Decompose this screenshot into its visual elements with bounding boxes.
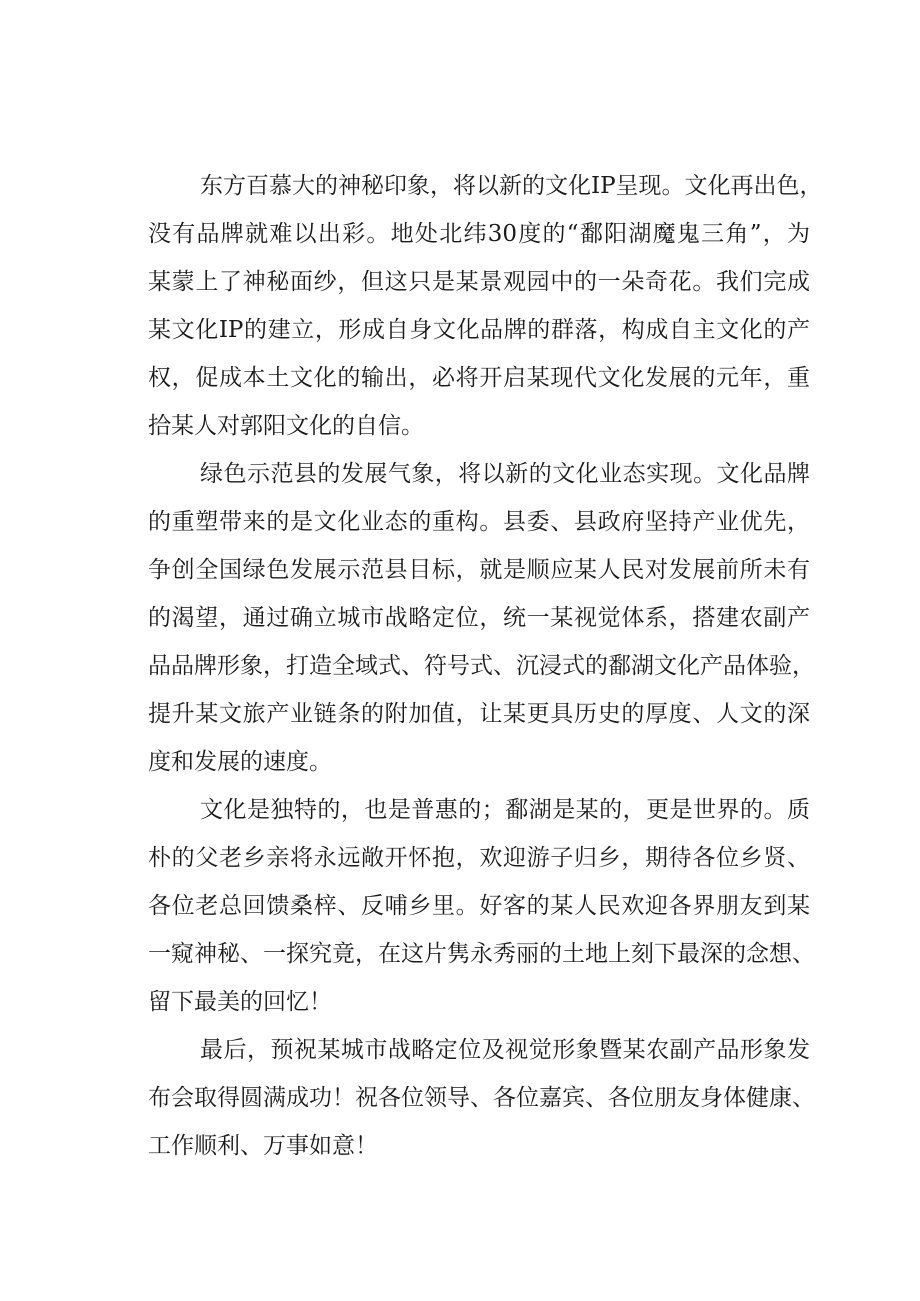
paragraph-3 [148,786,815,1026]
paragraph-line: 某文化IP的建立，形成自身文化品牌的群落，构成自主文化的产 [148,317,810,343]
paragraph-line: 朴的父老乡亲将永远敞开怀抱，欢迎游子归乡，期待各位乡贤、 [148,845,810,871]
paragraph-line: 权，促成本土文化的输出，必将开启某现代文化发展的元年，重 [148,365,810,391]
paragraph-line: 留下最美的回忆！ [148,989,332,1015]
paragraph-line: 的渴望，通过确立城市战略定位，统一某视觉体系，搭建农副产 [148,605,810,631]
paragraph-line: 文化是独特的，也是普惠的；鄱湖是某的，更是世界的。质 [200,797,810,823]
paragraph-2 [148,450,815,786]
paragraph-line: 的重塑带来的是文化业态的重构。县委、县政府坚持产业优先， [148,509,810,535]
paragraph-line: 品品牌形象，打造全域式、符号式、沉浸式的鄱湖文化产品体验， [148,653,815,679]
paragraph-line: 布会取得圆满成功！祝各位领导、各位嘉宾、各位朋友身体健康、 [148,1085,815,1111]
paragraph-line: 工作顺利、万事如意！ [148,1133,378,1159]
paragraph-line: 东方百慕大的神秘印象，将以新的文化IP呈现。文化再出色， [200,173,823,199]
paragraph-line: 度和发展的速度。 [148,749,332,775]
paragraph-line: 各位老总回馈桑梓、反哺乡里。好客的某人民欢迎各界朋友到某 [148,893,810,919]
document-body [148,162,823,1170]
paragraph-4 [148,1026,815,1170]
paragraph-line: 争创全国绿色发展示范县目标，就是顺应某人民对发展前所未有 [148,557,810,583]
paragraph-line: 没有品牌就难以出彩。地处北纬30度的“鄱阳湖魔鬼三角”，为 [148,221,810,247]
paragraph-1 [148,162,823,450]
paragraph-line: 一窥神秘、一探究竟，在这片隽永秀丽的土地上刻下最深的念想、 [148,941,815,967]
paragraph-line: 某蒙上了神秘面纱，但这只是某景观园中的一朵奇花。我们完成 [148,269,810,295]
paragraph-line: 绿色示范县的发展气象，将以新的文化业态实现。文化品牌 [200,461,810,487]
paragraph-line: 提升某文旅产业链条的附加值，让某更具历史的厚度、人文的深 [148,701,810,727]
paragraph-line: 最后，预祝某城市战略定位及视觉形象暨某农副产品形象发 [200,1037,810,1063]
paragraph-line: 拾某人对郭阳文化的自信。 [148,413,424,439]
